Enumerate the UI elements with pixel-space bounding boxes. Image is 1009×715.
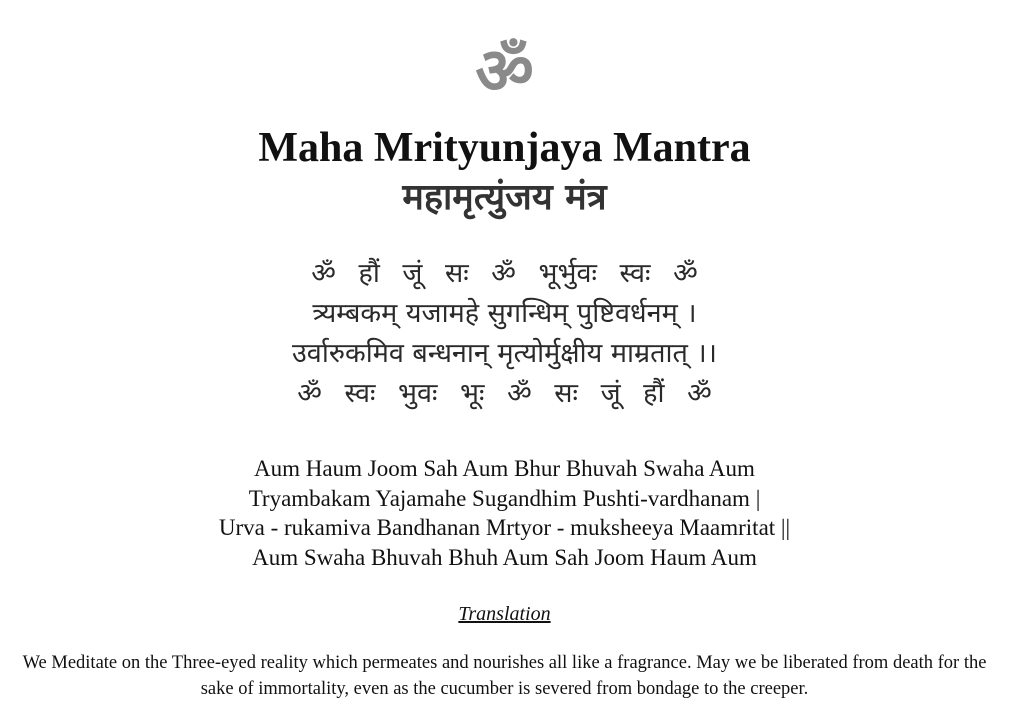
transliteration-verse: [0, 454, 1009, 572]
page-title: Maha Mrityunjaya Mantra: [258, 125, 751, 171]
translation-heading: Translation: [458, 603, 551, 625]
page-title-hindi: महामृत्युंजय मंत्र: [402, 177, 607, 218]
transliteration-line-4: Aum Swaha Bhuvah Bhuh Aum Sah Joom Haum Aum: [252, 544, 757, 570]
sanskrit-line-3: उर्वारुकमिव बन्धनान् मृत्योर्मुक्षीय माम्रतात् ।।: [292, 338, 717, 369]
sanskrit-line-4: ॐ स्वः भुवः भूः ॐ सः जूं हौं ॐ: [297, 378, 712, 409]
translation-text: We Meditate on the Three-eyed reality which permeates and nourishes all like a fragrance. May we be liberated from death for the sake of immortality, even as the cucumber is severed from bondage to the creeper.: [22, 653, 987, 699]
transliteration-line-2: Tryambakam Yajamahe Sugandhim Pushti-vardhanam |: [248, 485, 761, 511]
sanskrit-line-1: ॐ हौं जूं सः ॐ भूर्भुवः स्वः ॐ: [311, 258, 698, 289]
sanskrit-verse: [0, 254, 1009, 414]
transliteration-line-3: Urva - rukamiva Bandhanan Mrtyor - muksheeya Maamritat ||: [218, 515, 791, 540]
transliteration-line-1: Aum Haum Joom Sah Aum Bhur Bhuvah Swaha Aum: [254, 456, 755, 481]
sanskrit-line-2: त्र्यम्बकम् यजामहे सुगन्धिम् पुष्टिवर्धनम् ।: [312, 298, 697, 329]
om-icon: ॐ: [475, 35, 534, 109]
